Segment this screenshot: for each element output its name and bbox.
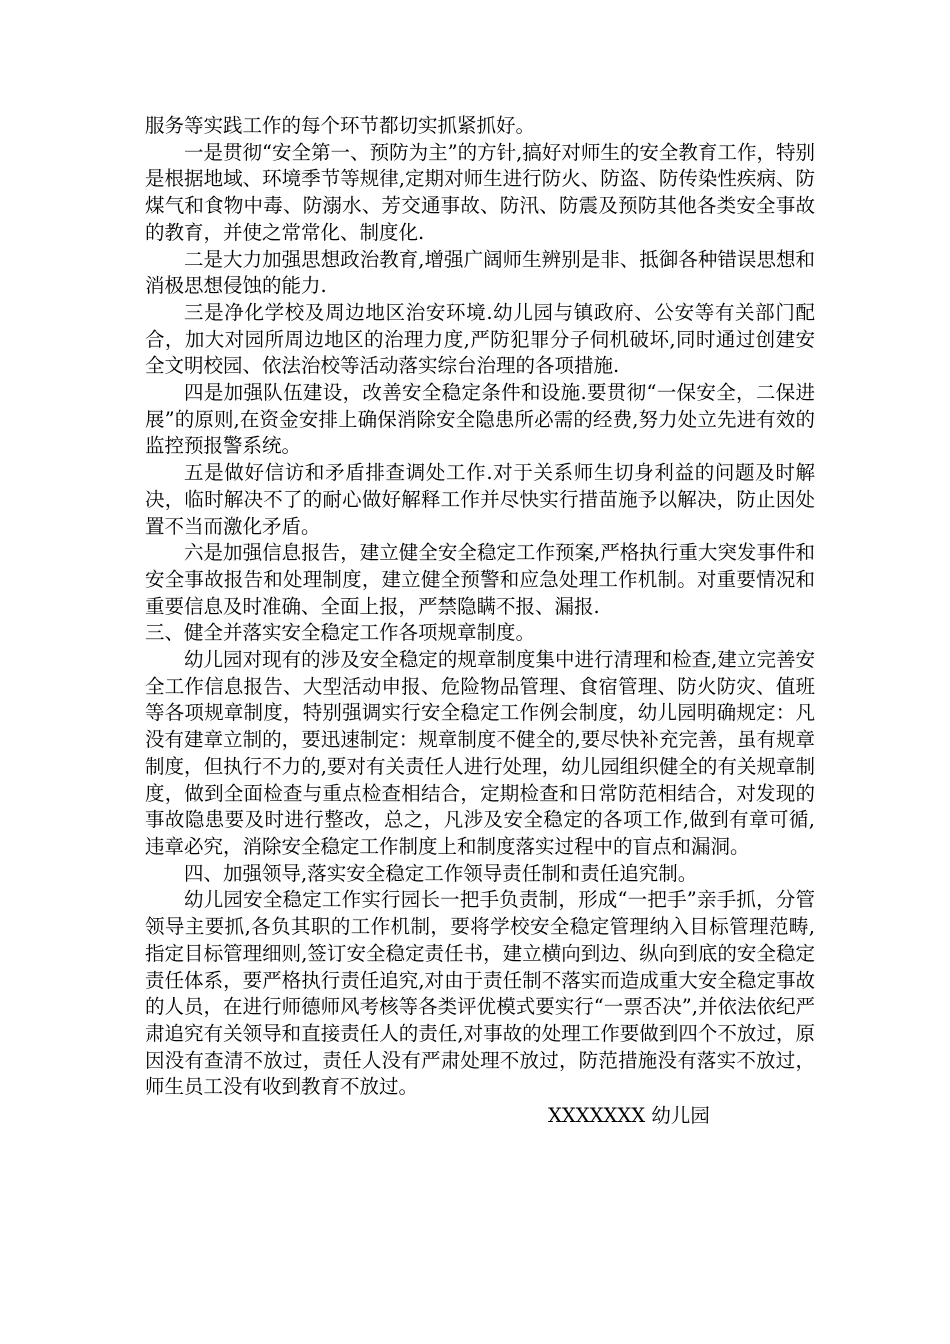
section-heading-3: 三、健全并落实安全稳定工作各项规章制度。 — [145, 621, 536, 645]
section-heading-4: 四、加强领导,落实安全稳定工作领导责任制和责任追究制。 — [184, 861, 698, 885]
paragraph-3: 二是大力加强思想政治教育,增强广阔师生辨别是非、抵御各种错误思想和消极思想侵蚀的能力. — [145, 247, 815, 298]
paragraph-6: 五是做好信访和矛盾排查调处工作.对于关系师生切身利益的问题及时解决，临时解决不了的耐心做好解释工作并尽快实行措苗施予以解决，防止因处置不当而激化矛盾。 — [145, 461, 815, 538]
paragraph-5: 四是加强队伍建设，改善安全稳定条件和设施.要贯彻“一保安全，二保进展”的原则,在资金安排上确保消除安全隐患所必需的经费,努力处立先进有效的监控预报警系统。 — [145, 381, 815, 458]
paragraph-9: 幼儿园对现有的涉及安全稳定的规章制度集中进行清理和检查,建立完善安全工作信息报告、大型活动申报、危险物品管理、食宿管理、防火防灾、值班等各项规章制度，特别强调实行安全稳定工作例会制度，幼儿园明确规定：凡没有建章立制的，要迅速制定：规章制度不健全的,要尽快补充完善，虽有规章制度，但执行不力的,要对有关责任人进行处理，幼儿园组织健全的有关规章制度，做到全面检查与重点检查相结合，定期检查和日常防范相结合，对发现的事故隐患要及时进行整改，总之，凡涉及安全稳定的各项工作,做到有章可循,违章必究，消除安全稳定工作制度上和制度落实过程中的盲点和漏洞。 — [145, 648, 815, 858]
paragraph-7: 六是加强信息报告，建立健全安全稳定工作预案,严格执行重大突发事件和安全事故报告和处理制度，建立健全预警和应急处理工作机制。对重要情况和重要信息及时准确、全面上报，严禁隐瞒不报、漏报. — [145, 541, 815, 618]
paragraph-1: 服务等实践工作的每个环节都切实抓紧抓好。 — [145, 114, 536, 137]
paragraph-4: 三是净化学校及周边地区治安环境.幼儿园与镇政府、公安等有关部门配合，加大对园所周边地区的治理力度,严防犯罪分子伺机破坏,同时通过创建安全文明校园、依法治校等活动落实综台治理的各项措施. — [145, 300, 815, 378]
document-body — [145, 113, 815, 1130]
paragraph-11: 幼儿园安全稳定工作实行园长一把手负责制，形成“一把手”亲手抓，分管领导主要抓,各负其职的工作机制，要将学校安全稳定管理纳入目标管理范畴,指定目标管理细则,签订安全稳定责任书，建立横向到边、纵向到底的安全稳定责任体系，要严格执行责任追究,对由于责任制不落实而造成重大安全稳定事故的人员，在进行师德师风考核等各类评优模式要实行“一票否决”,并依法依纪严肃追究有关领导和直接责任人的责任,对事故的处理工作要做到四个不放过，原因没有查清不放过，责任人没有严肃处理不放过，防范措施没有落实不放过，师生员工没有收到教育不放过。 — [145, 888, 815, 1099]
signature-line: XXXXXXX 幼儿园 — [548, 1104, 710, 1128]
paragraph-2: 一是贯彻“安全第一、预防为主”的方针,搞好对师生的安全教育工作，特别是根据地域、环境季节等规律,定期对师生进行防火、防盗、防传染性疾病、防煤气和食物中毒、防溺水、芳交通事故、防汛、防震及预防其他各类安全事故的教育，并使之常常化、制度化. — [145, 140, 815, 244]
